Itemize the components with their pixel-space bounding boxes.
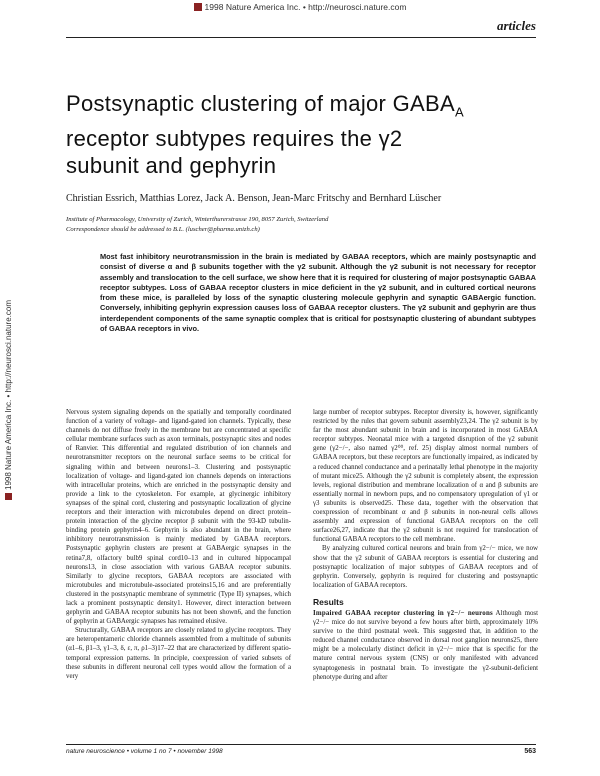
body-column-left xyxy=(66,408,291,681)
title-part2: receptor subtypes requires the γ2 subunit and gephyrin xyxy=(66,126,403,179)
body-paragraph: Structurally, GABAA receptors are closely related to glycine receptors. They are heteropentameric chloride channels assembled from a multitude of subunits (α1–6, β1–3, γ1–3, δ, ε, π, ρ1–3)17–22 that are characterized by different spatio-temporal expression patterns. In principle, coexpression of varied subsets of these subunits in different neuronal cell types would allow the formation of a very xyxy=(66,627,291,680)
results-text: Although most γ2−/− mice do not survive beyond a few hours after birth, approximately 10% survive to the third postnatal week. This suggested that, in addition to the reduced channel conductance observed in dorsal root ganglion neurons25, there might be a molecularly distinct deficit in γ2−/− mice that is specific for the mature central nervous system (CNS) or only manifested with advanced synaptogenesis in postnatal brain. To investigate the γ2-subunit-deficient phenotype during and after xyxy=(313,609,539,681)
journal-citation: nature neuroscience • volume 1 no 7 • november 1998 xyxy=(66,748,223,755)
side-banner xyxy=(4,300,13,500)
title-part1: Postsynaptic clustering of major GABA xyxy=(66,91,455,116)
body-column-right xyxy=(313,408,538,682)
section-label: articles xyxy=(497,18,536,33)
page-number: 563 xyxy=(524,748,536,755)
banner-text: 1998 Nature America Inc. • http://neurosci.nature.com xyxy=(204,2,407,12)
body-paragraph: large number of receptor subtypes. Receptor diversity is, however, significantly restricted by the rules that govern subunit assembly23,24. The γ2 subunit is by far the most abundant subunit in brain and is incorporated in most GABAA receptor subtypes. Neonatal mice with a targeted disruption of the γ2 subunit gene (γ2−/−, also named γ2⁰⁰, ref. 25) display almost normal numbers of GABAA receptors, but these receptors are functionally impaired, as indicated by a reduced channel conductance and a perinatally lethal phenotype in the majority of mutant mice25. Although the γ2 subunit is completely absent, the expression levels, regional distribution and membrane localization of α and β subunits are essentially normal in newborn pups, and no compensatory upregulation of γ1 or γ3 subunits is observed25. These data, together with the observation that coexpression of recombinant α and β subunits in non-neural cells allows assembly and expression of functional GABAA receptors on the cell surface26,27, indicate that the γ2 subunit is not required for translocation of functional GABAA receptors to the cell membrane. xyxy=(313,409,538,544)
results-heading: Results xyxy=(313,596,344,607)
copyright-banner xyxy=(0,2,600,12)
publisher-logo-icon xyxy=(194,3,202,11)
body-paragraph: Nervous system signaling depends on the spatially and temporally coordinated function of a variety of voltage- and ligand-gated ion channels. Typically, these channels do not diffuse freely in the membrane but are concentrated at specific cellular membrane surfaces such as axon terminals, postsynaptic sites and nodes of Ranvier. This differential and regulated distribution of ion channels and neurotransmitter receptors on the neuronal surface seems to be critical for signaling within and between neurons1–3. Clustering and postsynaptic localization of voltage- and ligand-gated ion channels depends on interactions with intracellular proteins, which are enriched in the postsynaptic density and provide a link to the cytoskeleton. For example, at glycinergic inhibitory synapses of the spinal cord, clustering and postsynaptic localization of glycine receptors and their interaction with microtubules depend on direct protein–protein interaction of the glycine receptor β subunit with the 93-kD tubulin-binding protein gephyrin4–6. Gephyrin is also abundant in the brain, where inhibitory neurotransmission is mainly mediated by GABAA receptors. Postsynaptic gephyrin clusters are present at GABAergic synapses in the retina7,8, olfactory bulb9 spinal cord10–13 and in cultured hippocampal neurons13, in close association with various GABAA receptor subunits. Similarly to glycine receptors, GABAA receptors are associated with microtubules and microtubule-associated proteins15,16 and are preferentially clustered in the postsynaptic membrane of symmetric (Type II) synapses, which lack a prominent postsynaptic density1. However, direct interaction between gephyrin and GABAA receptor subunits has not been shown6, and the function of gephyrin at GABAergic synapses has remained elusive. xyxy=(66,409,291,626)
affiliation: Institute of Pharmacology, University of Zurich, Winterthurerstrasse 190, 8057 Zurich, Switzerland xyxy=(66,216,329,223)
results-subheading: Impaired GABAA receptor clustering in γ2−/− neurons xyxy=(313,609,493,617)
abstract: Most fast inhibitory neurotransmission in the brain is mediated by GABAA receptors, which are mainly postsynaptic and consist of diverse α and β subunits together with the γ2 subunit. Although the γ2 subunit is not necessary for receptor assembly and translocation to the cell surface, we show here that it is required for clustering of major postsynaptic GABAA receptor subtypes. Loss of GABAA receptor clusters in mice deficient in the γ2 subunit, and in cultured cortical neurons from these mice, is paralleled by loss of the synaptic clustering molecule gephyrin and synaptic GABAergic function. Conversely, inhibiting gephyrin expression causes loss of GABAA receptor clusters. The γ2 subunit and gephyrin are thus interdependent components of the same synaptic complex that is critical for postsynaptic clustering of abundant subtypes of GABAA receptors in vivo. xyxy=(100,252,536,334)
title-subscript: A xyxy=(454,104,464,120)
article-title xyxy=(66,90,466,179)
body-paragraph: By analyzing cultured cortical neurons and brain from γ2−/− mice, we now show that the γ2 subunit of GABAA receptors is essential for clustering and postsynaptic localization of major subtypes of GABAA receptors and of gephyrin. Conversely, gephyrin is required for clustering and postsynaptic localization of GABAA receptors. xyxy=(313,545,538,589)
correspondence: Correspondence should be addressed to B.L. (luscher@pharma.unizh.ch) xyxy=(66,226,260,233)
affiliation-block xyxy=(66,215,546,235)
header-rule xyxy=(66,37,536,38)
author-list: Christian Essrich, Matthias Lorez, Jack A. Benson, Jean-Marc Fritschy and Bernhard Lüscher xyxy=(66,193,442,204)
side-banner-text: 1998 Nature America Inc. • http://neurosci.nature.com xyxy=(4,299,13,490)
results-paragraph xyxy=(313,609,538,682)
side-logo-icon xyxy=(5,493,12,500)
footer-rule xyxy=(66,744,536,745)
